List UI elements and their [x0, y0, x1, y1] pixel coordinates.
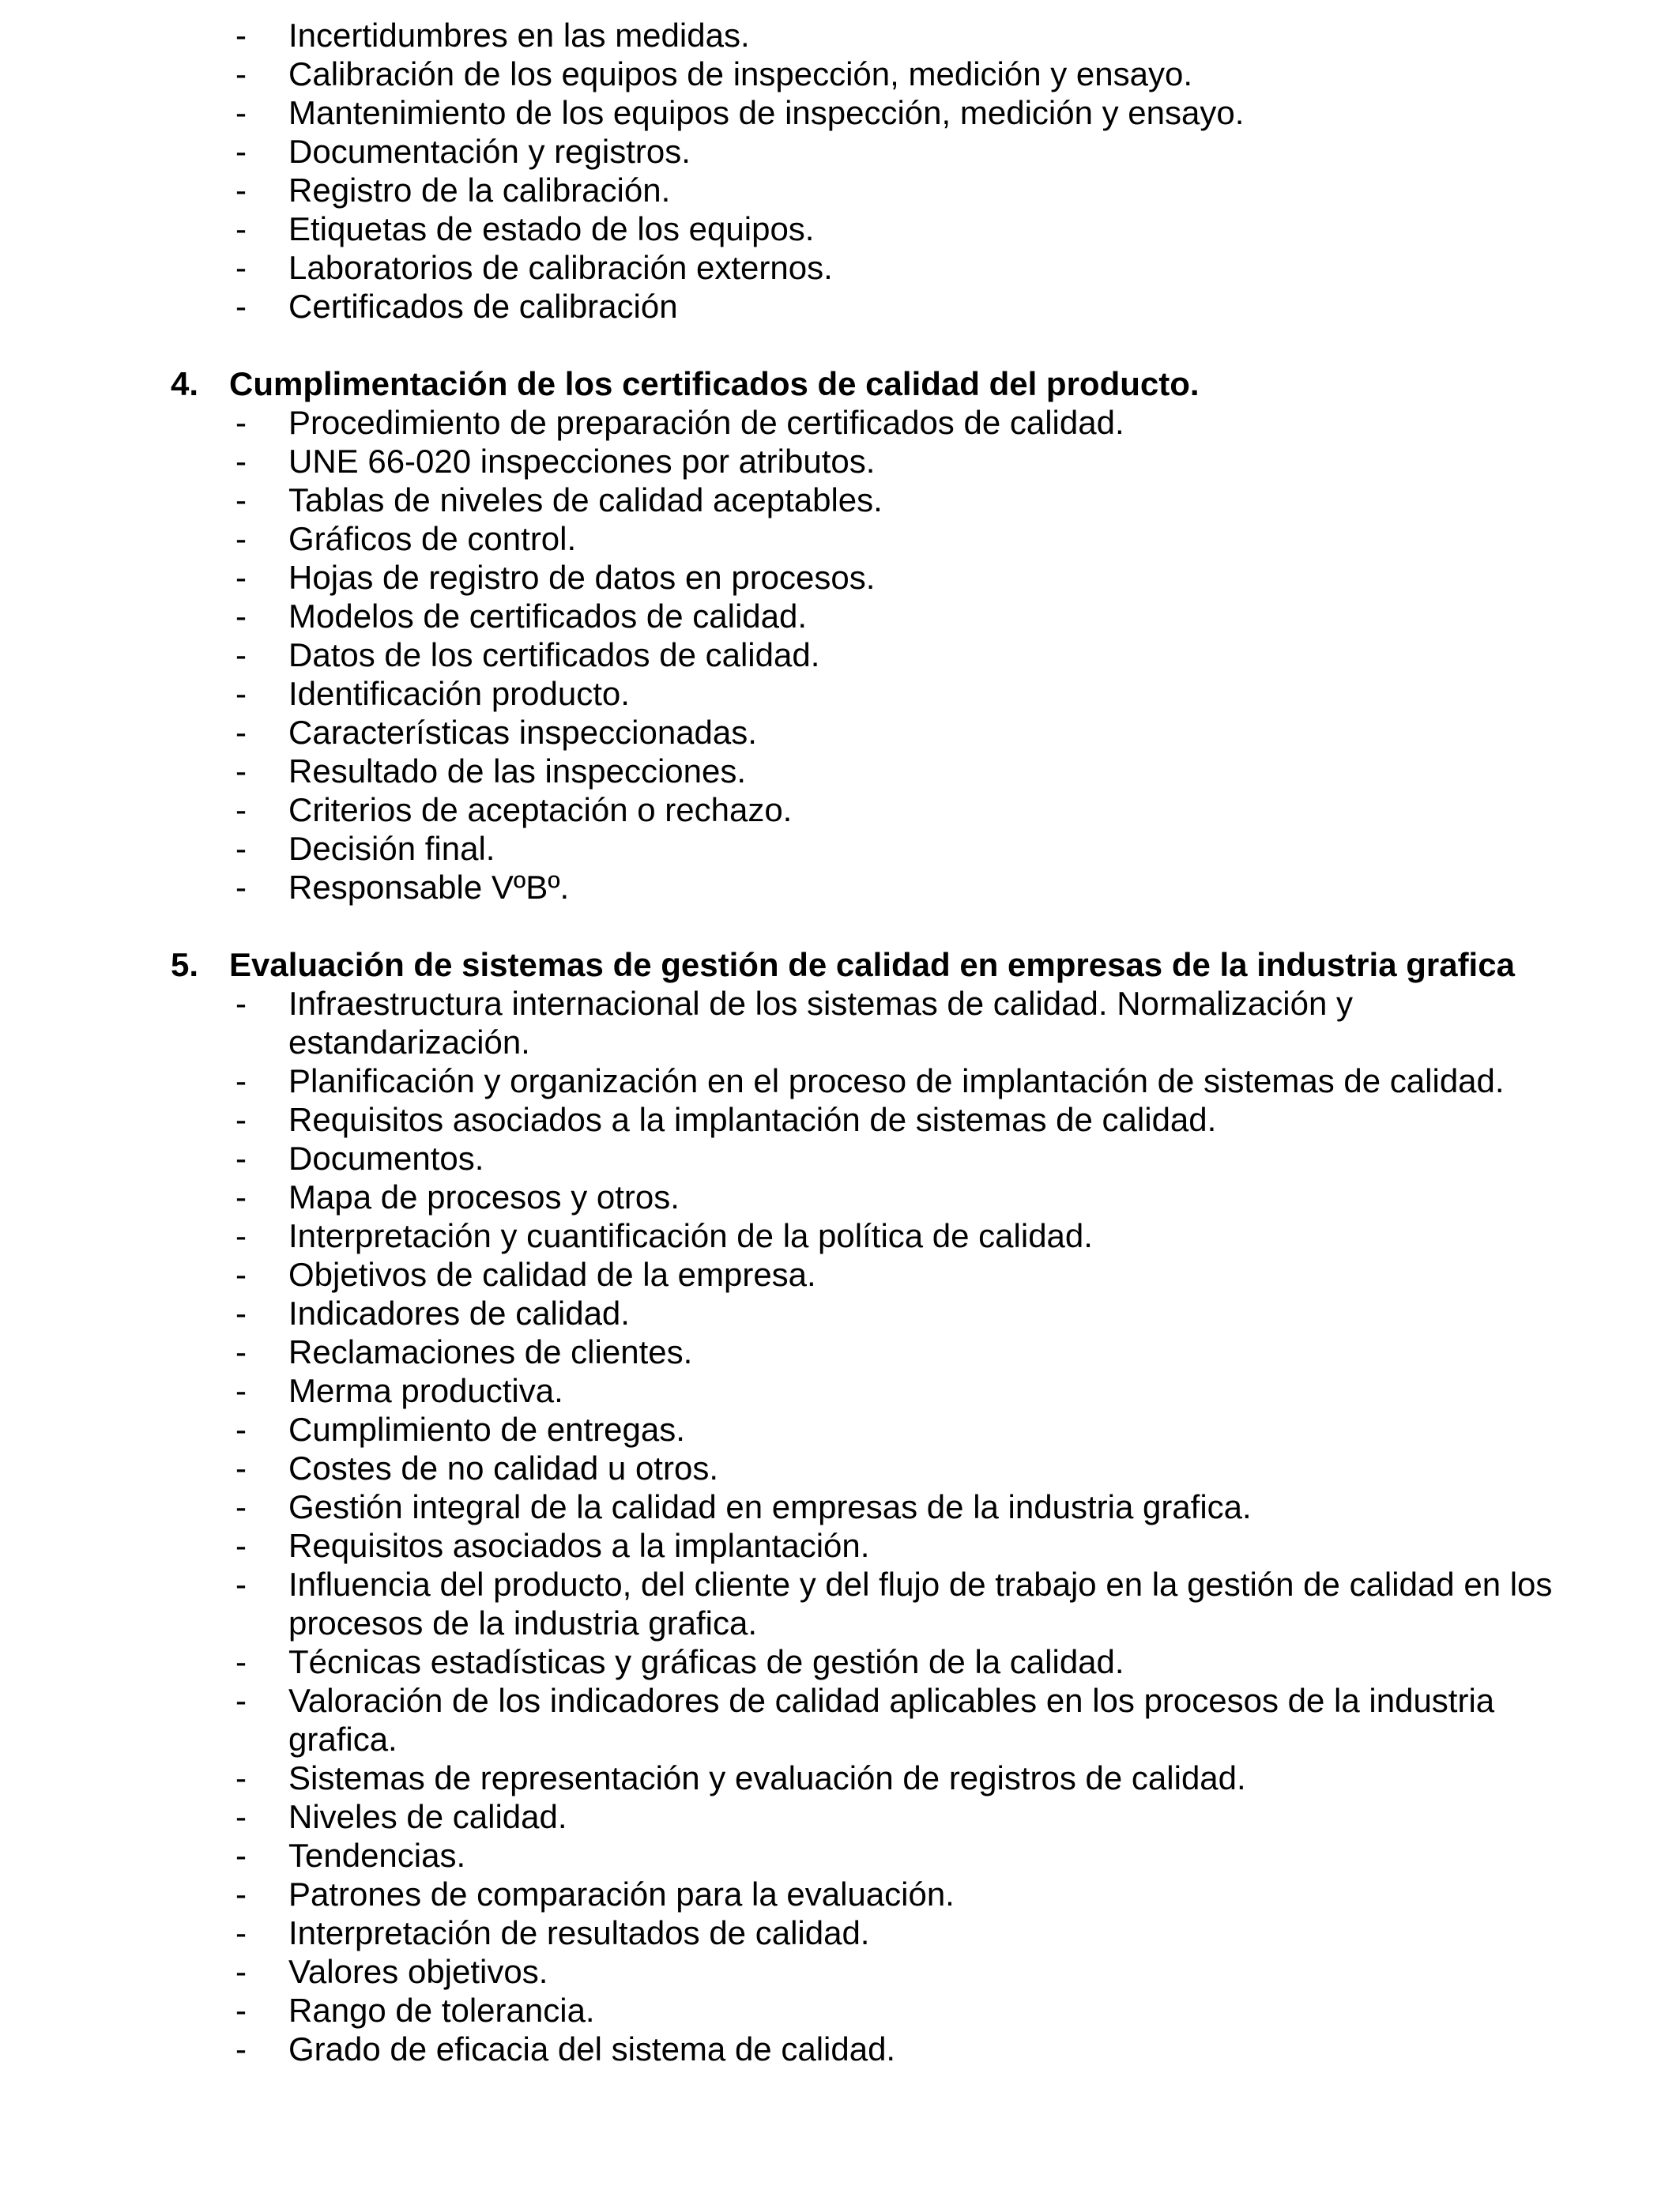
list-item	[0, 1952, 1580, 1991]
list-item-text: Calibración de los equipos de inspección, medición y ensayo.	[288, 55, 1193, 92]
dash-bullet-icon: -	[235, 636, 247, 673]
list-item	[0, 1875, 1580, 1913]
dash-bullet-icon: -	[235, 133, 247, 170]
list-item	[0, 984, 1580, 1061]
dash-bullet-icon: -	[235, 2030, 247, 2068]
section-4-topic-list	[0, 403, 1680, 907]
list-item	[0, 55, 1580, 93]
dash-bullet-icon: -	[235, 1914, 247, 1951]
list-item-text: Niveles de calidad.	[288, 1798, 567, 1835]
list-item	[0, 752, 1580, 790]
list-item	[0, 1333, 1580, 1371]
dash-bullet-icon: -	[235, 869, 247, 906]
list-item	[0, 248, 1580, 287]
list-item-text: Interpretación y cuantificación de la política de calidad.	[288, 1217, 1093, 1254]
dash-bullet-icon: -	[235, 55, 247, 92]
dash-bullet-icon: -	[235, 830, 247, 867]
list-item	[0, 16, 1580, 55]
dash-bullet-icon: -	[235, 1062, 247, 1099]
list-item	[0, 1797, 1580, 1836]
section-5-title: Evaluación de sistemas de gestión de calidad en empresas de la industria grafica	[229, 946, 1515, 983]
list-item-text: Documentos.	[288, 1140, 484, 1177]
list-item	[0, 1565, 1580, 1642]
dash-bullet-icon: -	[235, 1333, 247, 1370]
dash-bullet-icon: -	[235, 1217, 247, 1254]
dash-bullet-icon: -	[235, 481, 247, 518]
list-item-text: Costes de no calidad u otros.	[288, 1449, 718, 1487]
list-item-text: Requisitos asociados a la implantación.	[288, 1527, 870, 1564]
list-item-text: Documentación y registros.	[288, 133, 691, 170]
list-item	[0, 209, 1580, 248]
dash-bullet-icon: -	[235, 1295, 247, 1332]
dash-bullet-icon: -	[235, 1411, 247, 1448]
list-item-text: Valores objetivos.	[288, 1953, 548, 1990]
list-item-text: Reclamaciones de clientes.	[288, 1333, 693, 1370]
dash-bullet-icon: -	[235, 675, 247, 712]
list-item	[0, 1061, 1580, 1100]
list-item	[0, 1371, 1580, 1410]
list-item	[0, 790, 1580, 829]
dash-bullet-icon: -	[235, 1178, 247, 1216]
dash-bullet-icon: -	[235, 404, 247, 441]
list-item	[0, 635, 1580, 674]
section-5-number: 5.	[171, 946, 199, 983]
list-item-text: Técnicas estadísticas y gráficas de gestión de la calidad.	[288, 1643, 1124, 1680]
list-item-text: Rango de tolerancia.	[288, 1992, 595, 2029]
list-item-text: Incertidumbres en las medidas.	[288, 17, 750, 54]
section-5-topic-list	[0, 984, 1680, 2068]
list-item-text: UNE 66-020 inspecciones por atributos.	[288, 443, 876, 480]
section-4-title: Cumplimentación de los certificados de calidad del producto.	[229, 365, 1200, 402]
list-item-text: Mapa de procesos y otros.	[288, 1178, 680, 1216]
list-item	[0, 1100, 1580, 1139]
dash-bullet-icon: -	[235, 559, 247, 596]
list-item-text: Indicadores de calidad.	[288, 1295, 630, 1332]
list-item-text: Infraestructura internacional de los sistemas de calidad. Normalización y estandarización.	[288, 985, 1353, 1061]
list-item-text: Objetivos de calidad de la empresa.	[288, 1256, 816, 1293]
list-item-text: Decisión final.	[288, 830, 495, 867]
list-item	[0, 1991, 1580, 2030]
section-4	[0, 364, 1680, 907]
list-item-text: Patrones de comparación para la evaluación.	[288, 1875, 955, 1913]
list-item-text: Cumplimiento de entregas.	[288, 1411, 685, 1448]
list-item	[0, 1487, 1580, 1526]
dash-bullet-icon: -	[235, 1953, 247, 1990]
dash-bullet-icon: -	[235, 1837, 247, 1874]
dash-bullet-icon: -	[235, 714, 247, 751]
list-item	[0, 1178, 1580, 1216]
list-item-text: Grado de eficacia del sistema de calidad.	[288, 2030, 896, 2068]
list-item-text: Mantenimiento de los equipos de inspección, medición y ensayo.	[288, 94, 1245, 131]
list-item-text: Tendencias.	[288, 1837, 466, 1874]
dash-bullet-icon: -	[235, 17, 247, 54]
list-item-text: Resultado de las inspecciones.	[288, 752, 747, 790]
list-item	[0, 1759, 1580, 1797]
dash-bullet-icon: -	[235, 94, 247, 131]
list-item-text: Características inspeccionadas.	[288, 714, 757, 751]
list-item	[0, 1410, 1580, 1449]
list-item	[0, 713, 1580, 752]
dash-bullet-icon: -	[235, 752, 247, 790]
list-item	[0, 558, 1580, 597]
list-item-text: Laboratorios de calibración externos.	[288, 249, 833, 286]
list-item	[0, 829, 1580, 868]
list-item	[0, 1681, 1580, 1759]
dash-bullet-icon: -	[235, 288, 247, 325]
list-item	[0, 1836, 1580, 1875]
dash-bullet-icon: -	[235, 1798, 247, 1835]
dash-bullet-icon: -	[235, 1643, 247, 1680]
dash-bullet-icon: -	[235, 1256, 247, 1293]
list-item-text: Gráficos de control.	[288, 520, 577, 557]
list-item-text: Hojas de registro de datos en procesos.	[288, 559, 876, 596]
dash-bullet-icon: -	[235, 1488, 247, 1525]
dash-bullet-icon: -	[235, 598, 247, 635]
list-item-text: Certificados de calibración	[288, 288, 678, 325]
section-5	[0, 945, 1680, 2068]
list-item	[0, 481, 1580, 519]
list-item-text: Influencia del producto, del cliente y del flujo de trabajo en la gestión de calidad en los procesos de la industria grafica.	[288, 1566, 1553, 1642]
list-item	[0, 1913, 1580, 1952]
dash-bullet-icon: -	[235, 210, 247, 247]
list-item	[0, 2030, 1580, 2068]
list-item-text: Requisitos asociados a la implantación de sistemas de calidad.	[288, 1101, 1217, 1138]
dash-bullet-icon: -	[235, 1682, 247, 1719]
list-item-text: Planificación y organización en el proceso de implantación de sistemas de calidad.	[288, 1062, 1505, 1099]
list-item-text: Registro de la calibración.	[288, 172, 671, 209]
list-item-text: Modelos de certificados de calidad.	[288, 598, 808, 635]
list-item	[0, 1526, 1580, 1565]
list-item	[0, 442, 1580, 481]
list-item-text: Criterios de aceptación o rechazo.	[288, 791, 793, 828]
dash-bullet-icon: -	[235, 1449, 247, 1487]
list-item-text: Merma productiva.	[288, 1372, 563, 1409]
section-4-heading	[0, 364, 1580, 403]
list-item-text: Interpretación de resultados de calidad.	[288, 1914, 870, 1951]
list-item-text: Procedimiento de preparación de certificados de calidad.	[288, 404, 1124, 441]
list-item	[0, 1642, 1580, 1681]
dash-bullet-icon: -	[235, 1759, 247, 1796]
section-4-number: 4.	[171, 365, 199, 402]
list-item	[0, 597, 1580, 635]
section-5-heading	[0, 945, 1580, 984]
dash-bullet-icon: -	[235, 443, 247, 480]
calibration-topic-list	[0, 0, 1680, 326]
dash-bullet-icon: -	[235, 1566, 247, 1603]
list-item-text: Tablas de niveles de calidad aceptables.	[288, 481, 883, 518]
list-item	[0, 519, 1580, 558]
dash-bullet-icon: -	[235, 1875, 247, 1913]
list-item-text: Responsable VºBº.	[288, 869, 570, 906]
list-item-text: Etiquetas de estado de los equipos.	[288, 210, 815, 247]
list-item-text: Sistemas de representación y evaluación de registros de calidad.	[288, 1759, 1246, 1796]
list-item-text: Valoración de los indicadores de calidad aplicables en los procesos de la industria grafica.	[288, 1682, 1495, 1758]
list-item	[0, 868, 1580, 907]
list-item	[0, 1139, 1580, 1178]
list-item	[0, 674, 1580, 713]
list-item	[0, 403, 1580, 442]
dash-bullet-icon: -	[235, 249, 247, 286]
list-item	[0, 1216, 1580, 1255]
dash-bullet-icon: -	[235, 1992, 247, 2029]
list-item-text: Datos de los certificados de calidad.	[288, 636, 820, 673]
list-item	[0, 1255, 1580, 1294]
list-item	[0, 93, 1580, 132]
list-item-text: Gestión integral de la calidad en empresas de la industria grafica.	[288, 1488, 1252, 1525]
dash-bullet-icon: -	[235, 1372, 247, 1409]
dash-bullet-icon: -	[235, 985, 247, 1022]
dash-bullet-icon: -	[235, 172, 247, 209]
list-item	[0, 1294, 1580, 1333]
dash-bullet-icon: -	[235, 1101, 247, 1138]
dash-bullet-icon: -	[235, 520, 247, 557]
list-item	[0, 1449, 1580, 1487]
list-item	[0, 132, 1580, 171]
dash-bullet-icon: -	[235, 1527, 247, 1564]
list-item	[0, 171, 1580, 209]
dash-bullet-icon: -	[235, 791, 247, 828]
list-item-text: Identificación producto.	[288, 675, 630, 712]
list-item	[0, 287, 1580, 326]
dash-bullet-icon: -	[235, 1140, 247, 1177]
